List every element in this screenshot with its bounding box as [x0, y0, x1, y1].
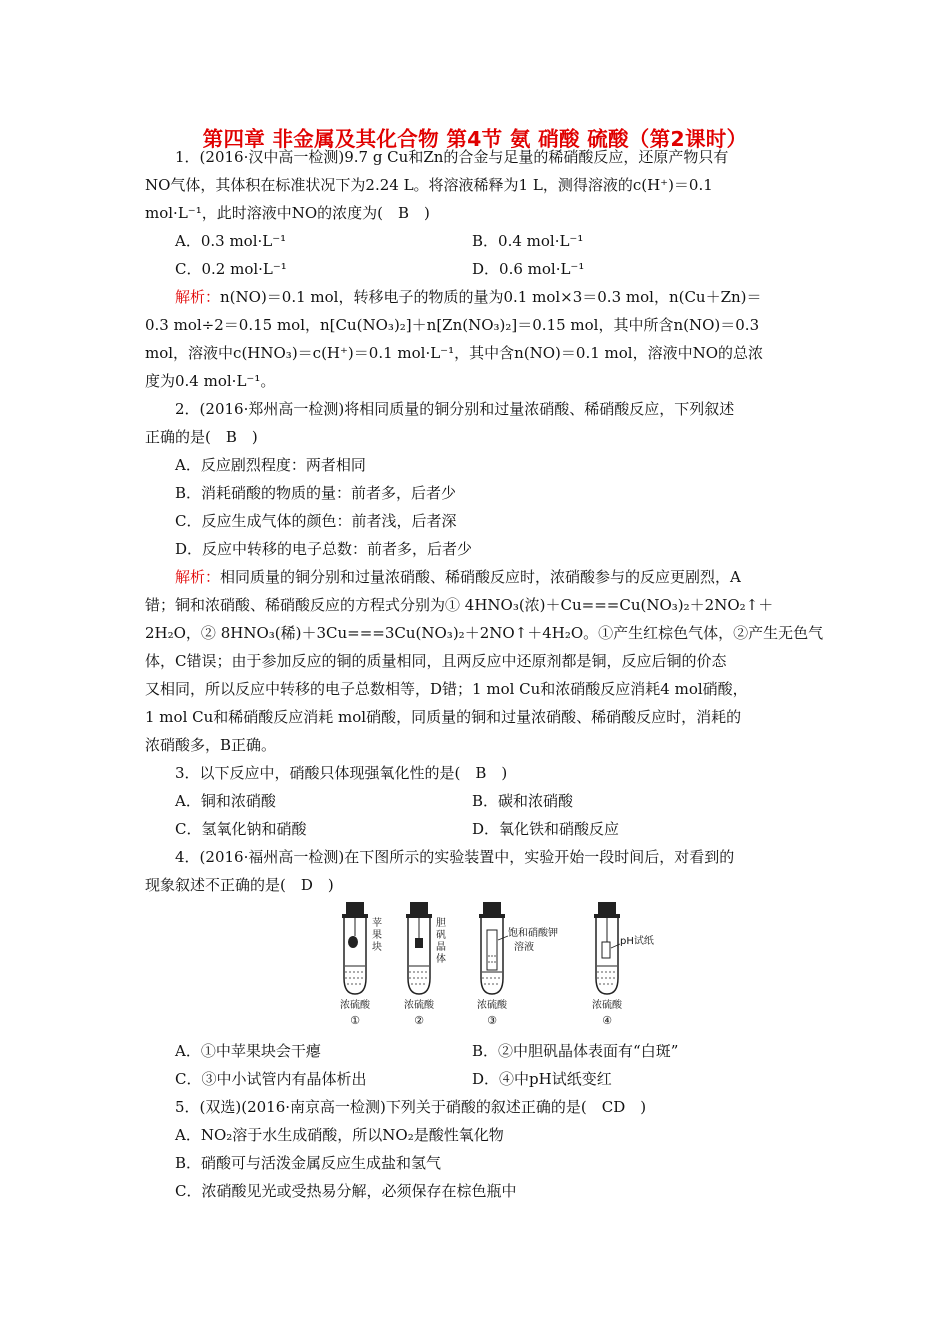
q1-line-2: NO气体，其体积在标准状况下为2.24 L。将溶液稀释为1 L，测得溶液的c(H⁺)＝0.1 — [145, 176, 713, 194]
label-apple-1: 苹 — [372, 918, 382, 929]
label-crystal-1: 胆 — [436, 918, 446, 929]
q3-option-b: B．碳和浓硝酸 — [472, 792, 574, 810]
q4-line-1: 4．(2016·福州高一检测)在下图所示的实验装置中，实验开始一段时间后，对看到的 — [175, 848, 735, 866]
q4-option-b: B．②中胆矾晶体表面有“白斑” — [472, 1042, 679, 1060]
label-kno3-2: 溶液 — [514, 942, 534, 953]
q3-option-c: C．氢氧化钠和硝酸 — [175, 820, 307, 838]
label-crystal-3: 晶 — [436, 942, 446, 953]
q5-option-b: B．硝酸可与活泼金属反应生成盐和氢气 — [175, 1154, 442, 1172]
q2-analysis-line-6: 1 mol Cu和稀硝酸反应消耗 mol硝酸，同质量的铜和过量浓硝酸、稀硝酸反应时，消耗的 — [145, 708, 742, 726]
q4-option-c: C．③中小试管内有晶体析出 — [175, 1070, 367, 1088]
apparatus-2 — [404, 902, 446, 1027]
q5-option-a: A．NO₂溶于水生成硝酸，所以NO₂是酸性氧化物 — [175, 1126, 504, 1144]
apparatus-1 — [340, 902, 382, 1027]
q2-option-b: B．消耗硝酸的物质的量：前者多，后者少 — [175, 484, 457, 502]
number-label-2: ② — [414, 1014, 424, 1027]
q1-analysis-line-4: 度为0.4 mol·L⁻¹。 — [145, 372, 276, 390]
label-crystal-2: 矾 — [436, 930, 446, 941]
experiment-apparatus-figure — [318, 900, 654, 1030]
q3-option-a: A．铜和浓硝酸 — [175, 792, 276, 810]
q1-option-a: A．0.3 mol·L⁻¹ — [175, 232, 287, 250]
label-crystal-4: 体 — [436, 954, 446, 965]
q1-line-1: 1．(2016·汉中高一检测)9.7 g Cu和Zn的合金与足量的稀硝酸反应，还原产物只有 — [175, 148, 729, 166]
q1-analysis-line-1 — [175, 287, 762, 307]
q4-option-d: D．④中pH试纸变红 — [472, 1070, 612, 1088]
label-ph-paper: pH试纸 — [620, 936, 654, 947]
q2-analysis-line-4: 体，C错误；由于参加反应的铜的质量相同，且两反应中还原剂都是铜，反应后铜的价态 — [145, 652, 727, 670]
q2-option-c: C．反应生成气体的颜色：前者浅，后者深 — [175, 512, 457, 530]
q3-option-d: D．氧化铁和硝酸反应 — [472, 820, 620, 838]
q2-analysis-line-3: 2H₂O，② 8HNO₃(稀)＋3Cu===3Cu(NO₃)₂＋2NO↑＋4H₂O。①产生红棕色气体，②产生无色气 — [145, 624, 824, 642]
label-apple-2: 果 — [372, 930, 382, 941]
apparatus-4 — [592, 902, 654, 1027]
q2-analysis-line-7: 浓硝酸多，B正确。 — [145, 736, 277, 754]
q2-line-1: 2．(2016·郑州高一检测)将相同质量的铜分别和过量浓硝酸、稀硝酸反应，下列叙述 — [175, 400, 735, 418]
q2-analysis-line-5: 又相同，所以反应中转移的电子总数相等，D错；1 mol Cu和浓硝酸反应消耗4 mol硝酸， — [145, 680, 748, 698]
q1-line-3: mol·L⁻¹，此时溶液中NO的浓度为( B ) — [145, 204, 430, 222]
apparatus-3 — [477, 902, 558, 1027]
q2-analysis-line-1 — [175, 567, 741, 587]
q1-option-c: C．0.2 mol·L⁻¹ — [175, 260, 287, 278]
number-label-3: ③ — [487, 1014, 497, 1027]
q2-option-a: A．反应剧烈程度：两者相同 — [175, 456, 366, 474]
acid-label-1: 浓硫酸 — [340, 1000, 370, 1011]
acid-label-4: 浓硫酸 — [592, 1000, 622, 1011]
q5-line-1: 5．(双选)(2016·南京高一检测)下列关于硝酸的叙述正确的是( CD ) — [175, 1098, 647, 1116]
q1-option-b: B．0.4 mol·L⁻¹ — [472, 232, 584, 250]
q1-option-d: D．0.6 mol·L⁻¹ — [472, 260, 585, 278]
page-title: 第四章 非金属及其化合物 第4节 氨 硝酸 硫酸（第2课时） — [202, 127, 748, 151]
acid-label-2: 浓硫酸 — [404, 1000, 434, 1011]
label-apple-3: 块 — [372, 942, 382, 953]
analysis-text: 相同质量的铜分别和过量浓硝酸、稀硝酸反应时，浓硝酸参与的反应更剧烈，A — [220, 568, 741, 586]
label-kno3-1: 饱和硝酸钾 — [508, 928, 558, 939]
q2-analysis-line-2: 错；铜和浓硝酸、稀硝酸反应的方程式分别为① 4HNO₃(浓)＋Cu===Cu(NO₃)₂＋2NO₂↑＋ — [145, 596, 774, 614]
acid-label-3: 浓硫酸 — [477, 1000, 507, 1011]
q1-analysis-line-2: 0.3 mol÷2＝0.15 mol，n[Cu(NO₃)₂]＋n[Zn(NO₃)₂]＝0.15 mol，其中所含n(NO)＝0.3 — [145, 316, 760, 334]
analysis-text: n(NO)＝0.1 mol，转移电子的物质的量为0.1 mol×3＝0.3 mol，n(Cu＋Zn)＝ — [220, 288, 762, 306]
analysis-label: 解析： — [175, 568, 221, 586]
q2-option-d: D．反应中转移的电子总数：前者多，后者少 — [175, 540, 473, 558]
q4-line-2: 现象叙述不正确的是( D ) — [145, 876, 334, 894]
q1-analysis-line-3: mol，溶液中c(HNO₃)＝c(H⁺)＝0.1 mol·L⁻¹，其中含n(NO)＝0.1 mol，溶液中NO的总浓 — [145, 344, 763, 362]
q4-option-a: A．①中苹果块会干瘪 — [175, 1042, 321, 1060]
q3-line-1: 3．以下反应中，硝酸只体现强氧化性的是( B ) — [175, 764, 508, 782]
number-label-1: ① — [350, 1014, 360, 1027]
number-label-4: ④ — [602, 1014, 612, 1027]
q2-line-2: 正确的是( B ) — [145, 428, 258, 446]
analysis-label: 解析： — [175, 288, 221, 306]
q5-option-c: C．浓硝酸见光或受热易分解，必须保存在棕色瓶中 — [175, 1182, 517, 1200]
